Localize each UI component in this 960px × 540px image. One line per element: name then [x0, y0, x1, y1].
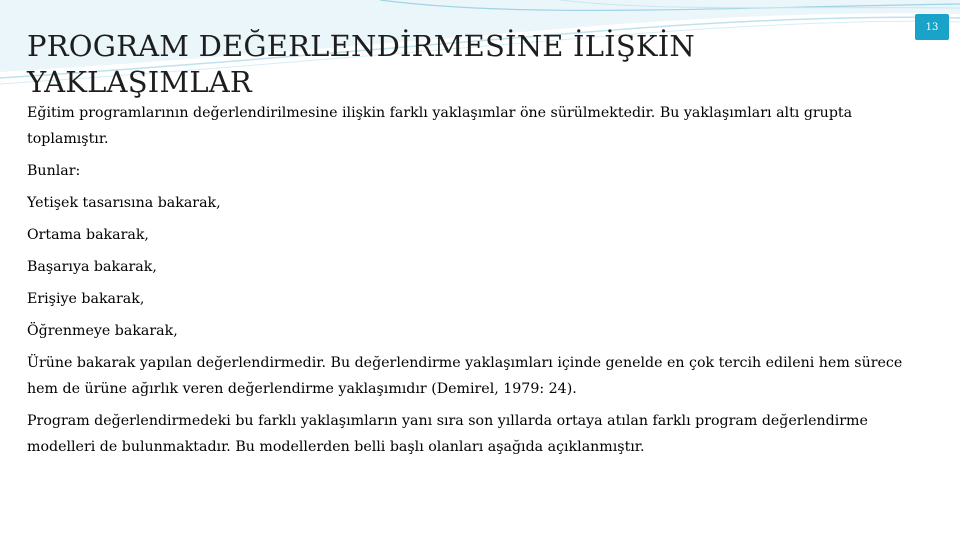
list-item: Erişiye bakarak, — [27, 291, 145, 307]
paragraph-bunlar: Bunlar: — [27, 163, 81, 179]
slide-title: PROGRAM DEĞERLENDİRMESİNE İLİŞKİN YAKLAŞIMLAR — [27, 29, 695, 99]
paragraph-intro: Eğitim programlarının değerlendirilmesine ilişkin farklı yaklaşımlar öne sürülmektedir. Bu yaklaşımları altı grupta toplamıştır. — [27, 105, 853, 147]
list-item: Yetişek tasarısına bakarak, — [27, 195, 221, 211]
slide-number: 13 — [925, 21, 939, 33]
slide-number-badge — [915, 14, 949, 40]
list-item: Başarıya bakarak, — [27, 259, 157, 275]
paragraph-models: Program değerlendirmedeki bu farklı yaklaşımların yanı sıra son yıllarda ortaya atılan farklı program değerlendirme modelleri de bulunmaktadır. Bu modellerden belli başlı olanları aşağıda açıklanmıştır. — [27, 413, 868, 455]
list-item: Ortama bakarak, — [27, 227, 149, 243]
list-item: Öğrenmeye bakarak, — [27, 323, 178, 339]
paragraph-urun: Ürüne bakarak yapılan değerlendirmedir. Bu değerlendirme yaklaşımları içinde genelde en çok tercih edileni hem sürece hem de ürüne ağırlık veren değerlendirme yaklaşımıdır (Demirel, 1979: 24). — [27, 355, 903, 397]
slide-body — [27, 100, 927, 466]
